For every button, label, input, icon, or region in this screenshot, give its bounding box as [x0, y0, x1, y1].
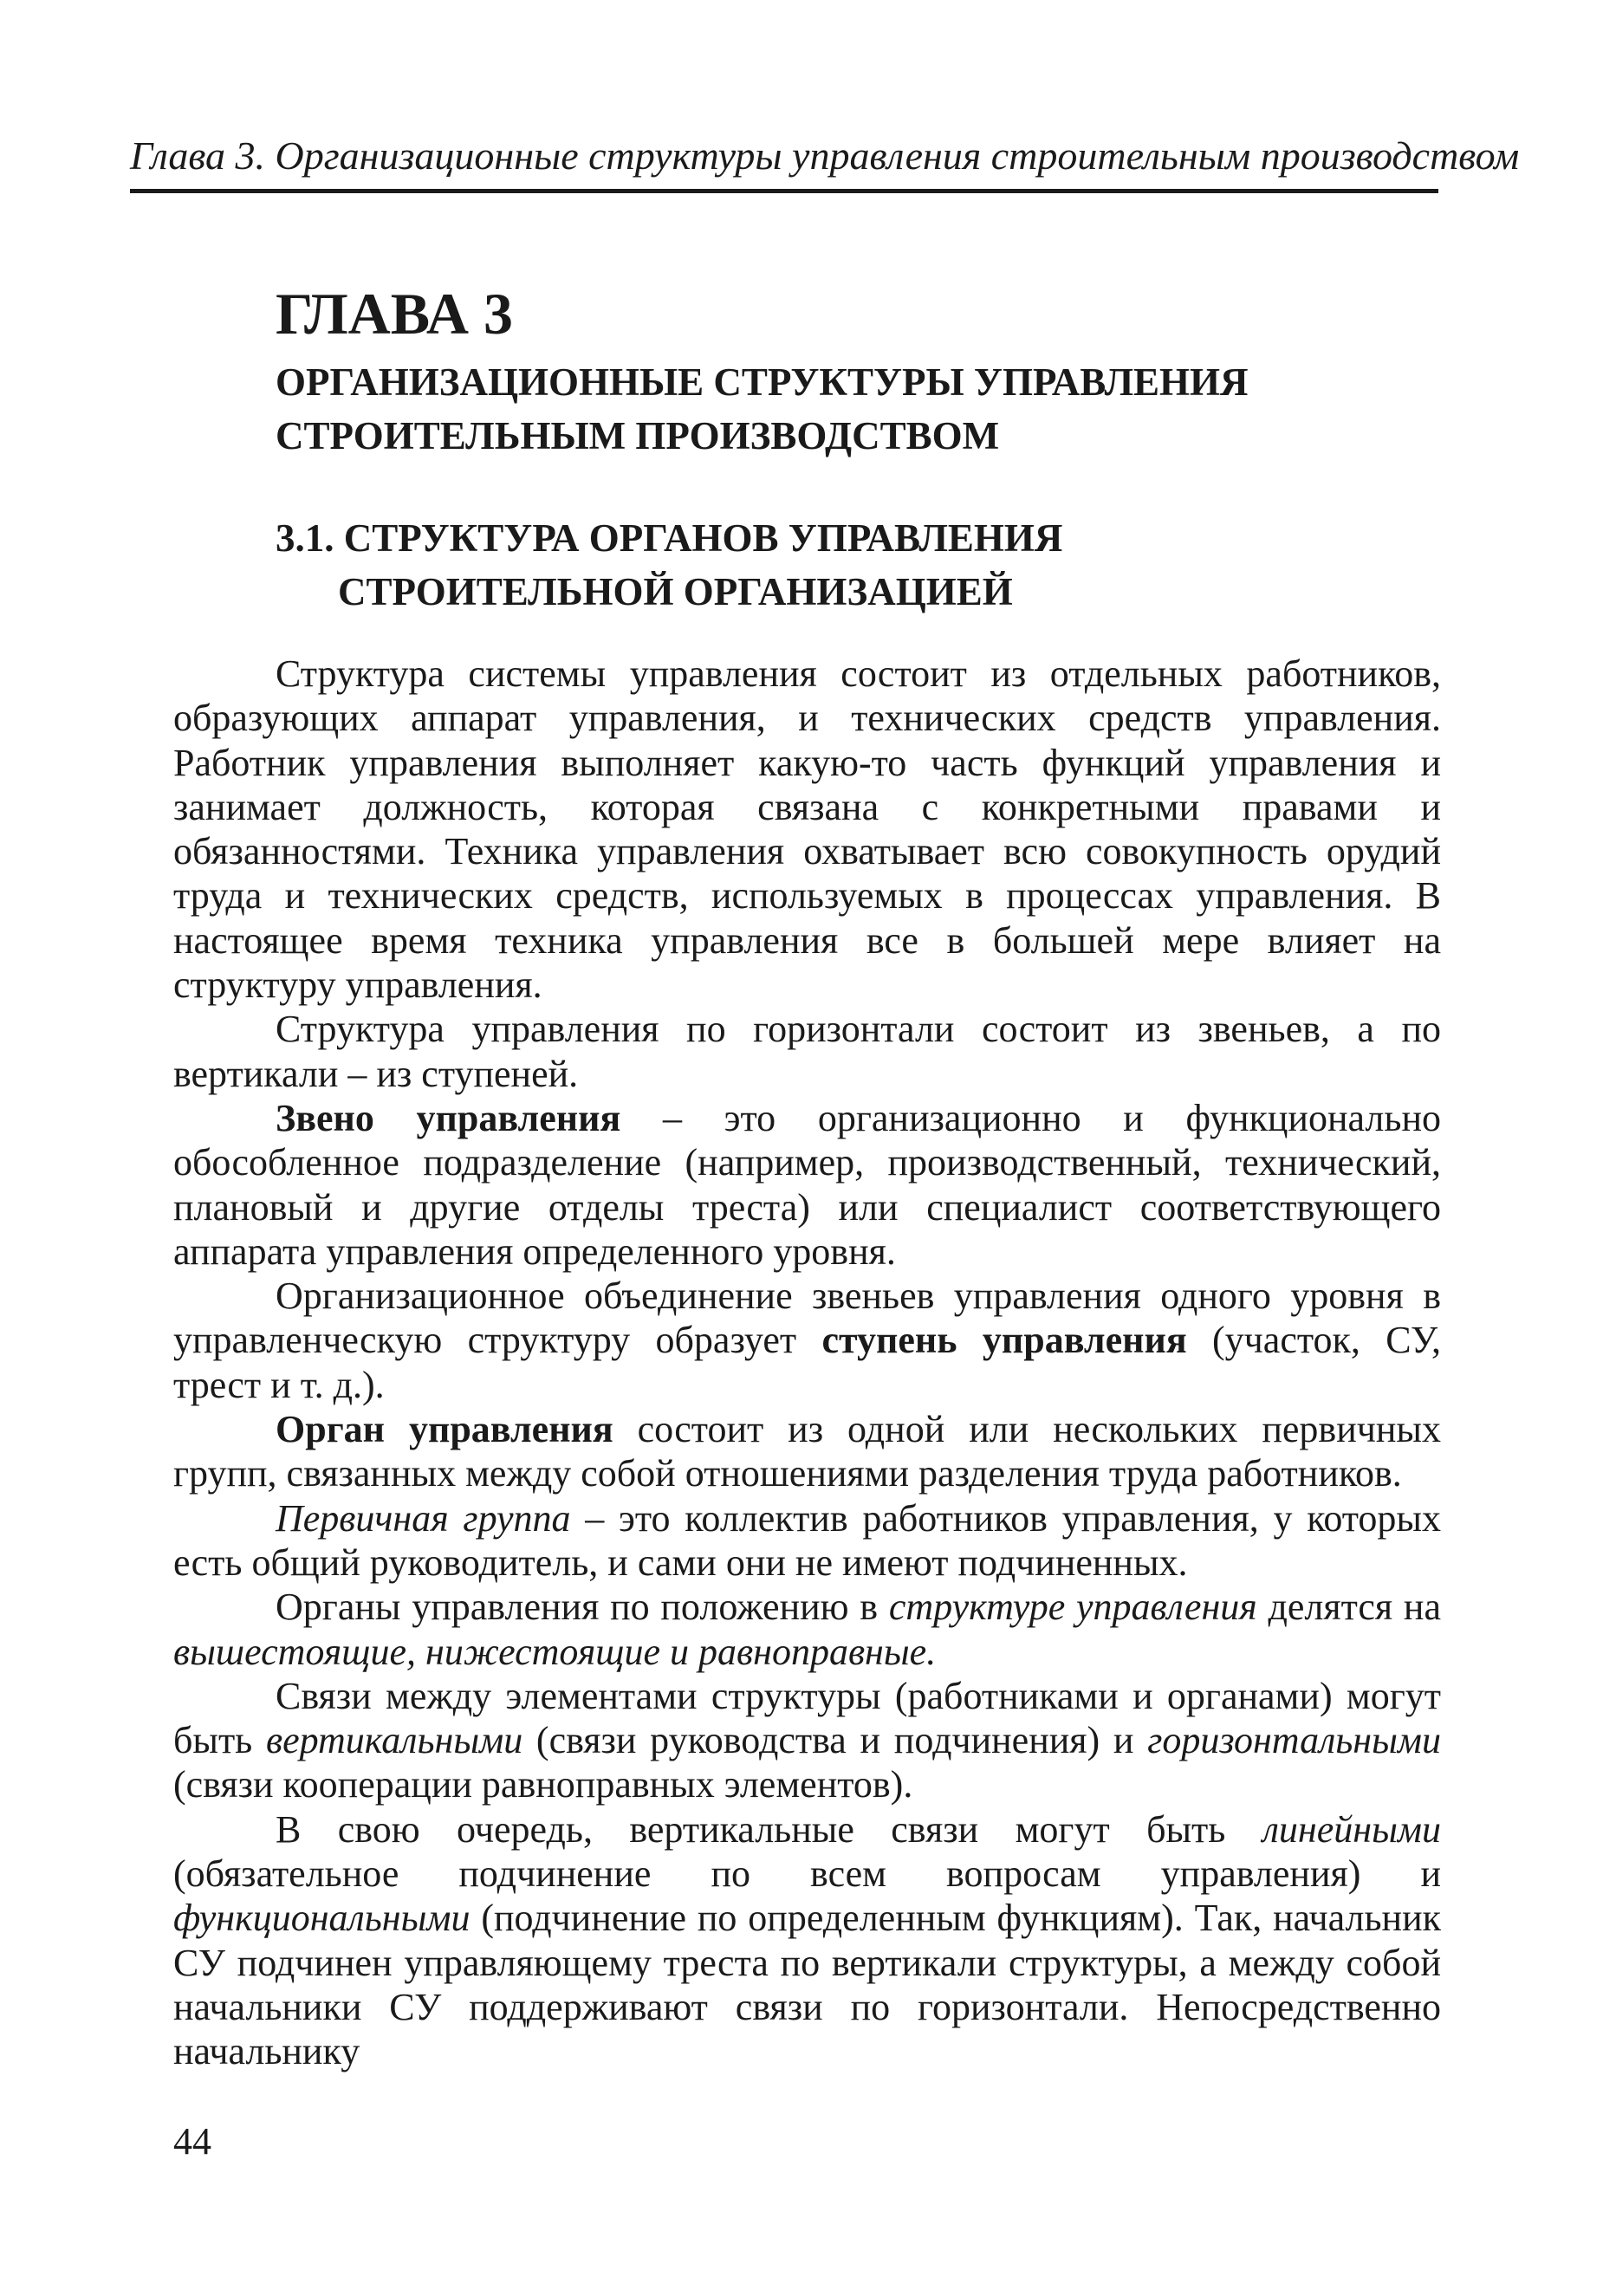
term-gorizontalnymi: горизонтальными	[1147, 1719, 1441, 1762]
term-vyshestoyashchie: вышестоящие, нижестоящие и равноправные.	[173, 1630, 937, 1673]
page-number: 44	[173, 2120, 211, 2163]
term-pervichnaya-gruppa: Первичная группа	[276, 1496, 571, 1540]
chapter-title-line2: СТРОИТЕЛЬНЫМ ПРОИЗВОДСТВОМ	[276, 414, 1000, 457]
paragraph-4	[173, 1274, 1441, 1407]
paragraph-6-text: – это коллектив работников управления, у которых есть общий руководитель, и сами они не имеют подчиненных.	[173, 1496, 1441, 1584]
section-title-line2: СТРОИТЕЛЬНОЙ ОРГАНИЗАЦИЕЙ	[338, 570, 1013, 613]
paragraph-4-after: (участок, СУ, трест и т. д.).	[173, 1319, 1441, 1406]
paragraph-4-before: Организационное объединение звеньев управления одного уровня в управленческую структуру образует	[173, 1274, 1441, 1362]
paragraph-9-middle: (обязательное подчинение по всем вопросам управления) и	[173, 1852, 1441, 1896]
paragraph-8-middle: (связи руководства и подчинения) и	[522, 1719, 1148, 1762]
term-zveno: Звено управления	[276, 1096, 621, 1139]
paragraph-9	[173, 1807, 1441, 2074]
chapter-heading	[276, 276, 1402, 463]
paragraph-5	[173, 1407, 1441, 1496]
chapter-title	[276, 355, 1402, 463]
body-text	[173, 652, 1441, 2074]
term-vertikalnymi: вертикальными	[265, 1719, 523, 1762]
paragraph-2: Структура управления по горизонтали состоит из звеньев, а по вертикали – из ступеней.	[173, 1008, 1441, 1095]
paragraph-9-before: В свою очередь, вертикальные связи могут быть	[276, 1807, 1262, 1851]
section-heading	[276, 511, 1402, 619]
paragraph-7	[173, 1585, 1441, 1674]
section-title-line1: 3.1. СТРУКТУРА ОРГАНОВ УПРАВЛЕНИЯ	[276, 516, 1063, 560]
term-funktsionalnymi: функциональными	[173, 1897, 471, 1940]
paragraph-8-after: (связи кооперации равноправных элементов).	[173, 1763, 913, 1806]
term-stupen: ступень управления	[821, 1319, 1187, 1362]
paragraph-5-text: состоит из одной или нескольких первичных групп, связанных между собой отношениями разделения труда работников.	[173, 1408, 1441, 1495]
paragraph-8	[173, 1674, 1441, 1807]
chapter-title-line1: ОРГАНИЗАЦИОННЫЕ СТРУКТУРЫ УПРАВЛЕНИЯ	[276, 360, 1249, 404]
chapter-number: ГЛАВА 3	[276, 281, 513, 347]
paragraph-1: Структура системы управления состоит из отдельных работников, образующих аппарат управления, и технических средств управления. Работник управления выполняет какую-то часть функций управления и занимает должность, которая связана с конкретными правами и обязанностями. Техника управления охватывает всю совокупность орудий труда и технических средств, используемых в процессах управления. В настоящее время техника управления все в большей мере влияет на структуру управления.	[173, 652, 1441, 1007]
term-lineynymi: линейными	[1262, 1807, 1441, 1851]
paragraph-3-text: – это организационно и функционально обособленное подразделение (например, производственный, технический, плановый и другие отделы треста) или специалист соответствующего аппарата управления определенного уровня.	[173, 1096, 1442, 1273]
paragraph-8-before: Связи между элементами структуры (работниками и органами) могут быть	[173, 1674, 1441, 1762]
paragraph-7-before: Органы управления по положению в	[276, 1586, 889, 1629]
term-organ: Орган управления	[276, 1408, 613, 1451]
paragraph-7-middle: делятся на	[1256, 1586, 1441, 1629]
paragraph-9-after: (подчинение по определенным функциям). Так, начальник СУ подчинен управляющему треста по вертикали структуры, а между собой начальники СУ поддерживают связи по горизонтали. Непосредственно начальнику	[173, 1897, 1441, 2073]
header-rule	[130, 189, 1438, 193]
paragraph-3	[173, 1096, 1441, 1274]
term-struktura-upravleniya: структуре управления	[888, 1586, 1257, 1629]
running-head: Глава 3. Организационные структуры управления строительным производством	[130, 133, 1520, 178]
paragraph-6	[173, 1496, 1441, 1586]
